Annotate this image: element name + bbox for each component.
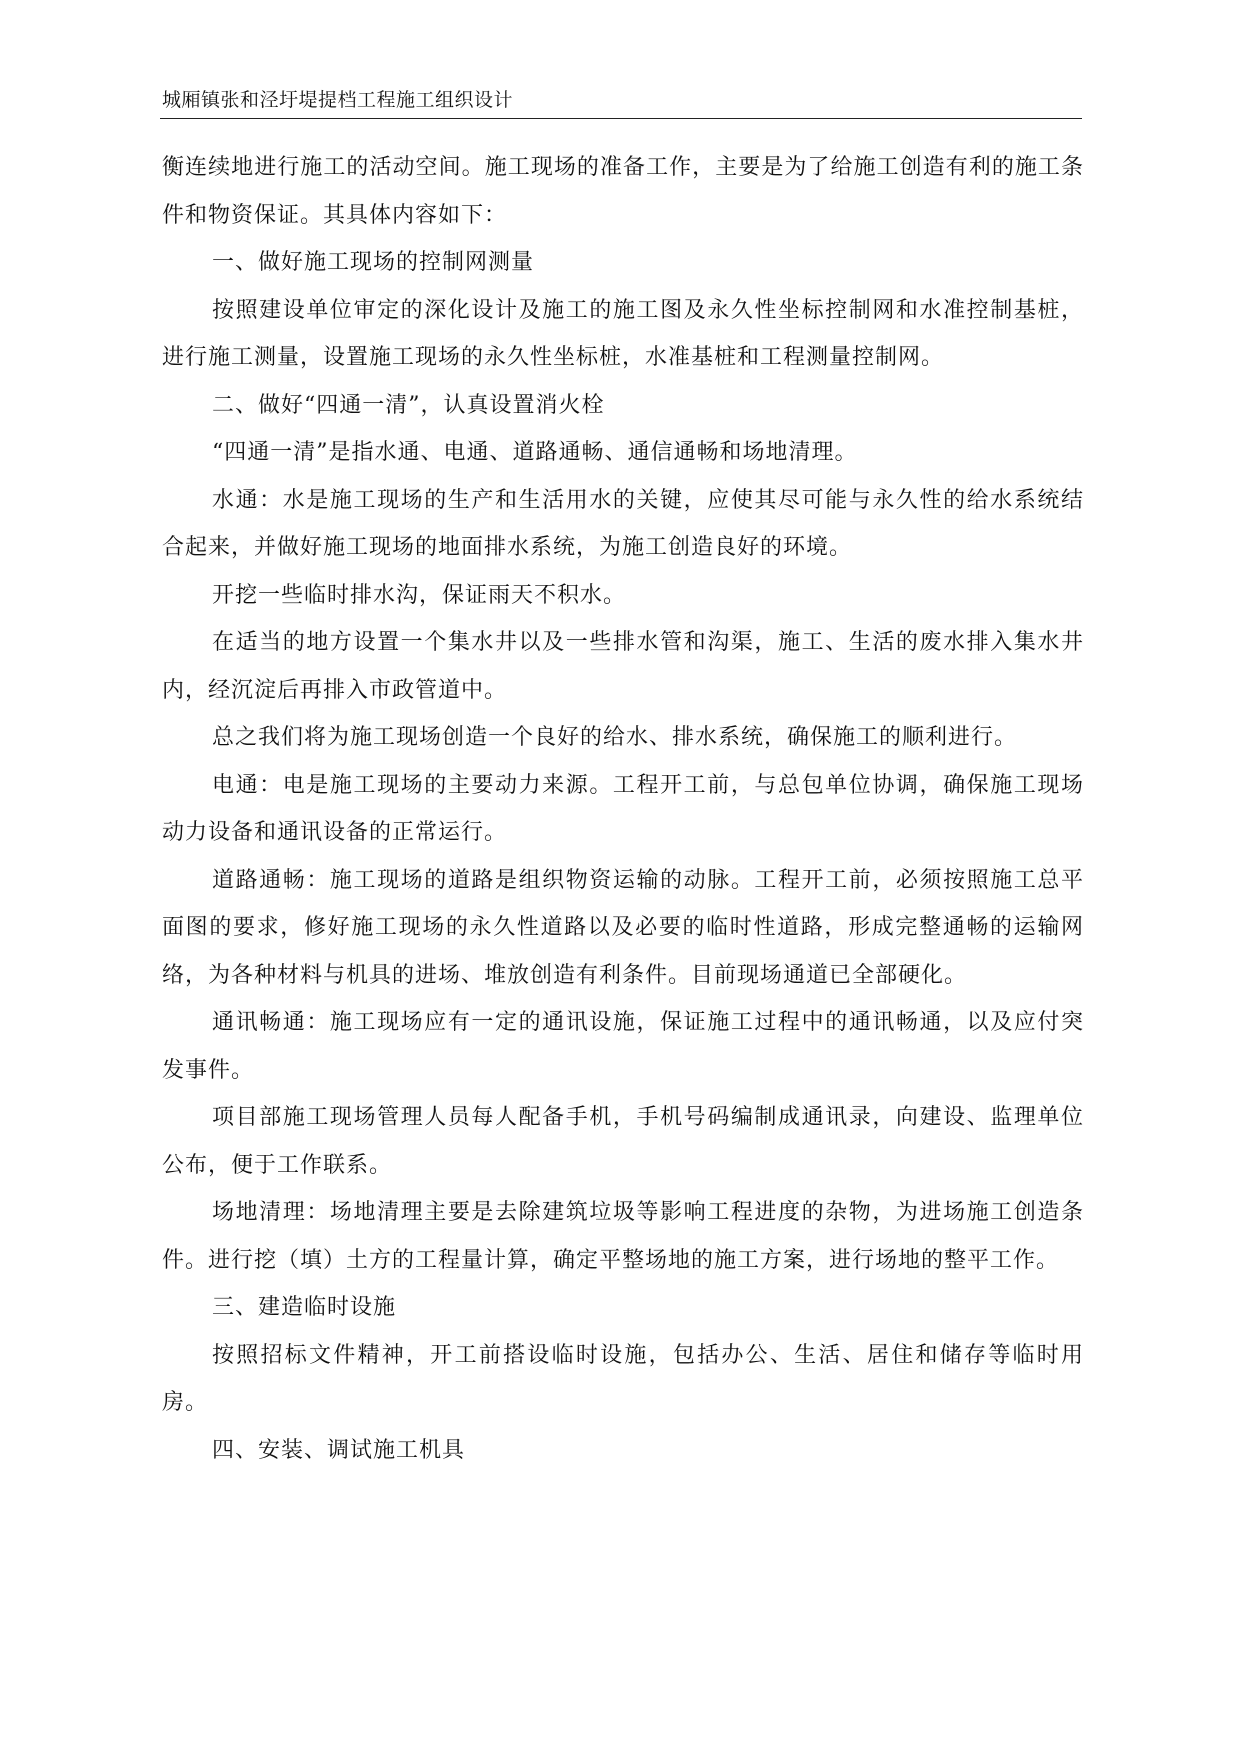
paragraph-continuation: 衡连续地进行施工的活动空间。施工现场的准备工作，主要是为了给施工创造有利的施工条件和物资保证。其具体内容如下：	[162, 155, 1084, 228]
paragraph-water: 水通：水是施工现场的生产和生活用水的关键，应使其尽可能与永久性的给水系统结合起来，并做好施工现场的地面排水系统，为施工创造良好的环境。	[162, 487, 1084, 560]
section-heading-four-connections: 二、做好“四通一清”，认真设置消火栓	[212, 392, 605, 418]
section-heading-temporary-facilities: 三、建造临时设施	[212, 1295, 397, 1320]
paragraph-sump-well: 在适当的地方设置一个集水井以及一些排水管和沟渠，施工、生活的废水排入集水井内，经沉淀后再排入市政管道中。	[162, 630, 1084, 703]
section-heading-equipment: 四、安装、调试施工机具	[212, 1437, 466, 1463]
body-text	[162, 144, 1084, 1474]
paragraph-survey: 按照建设单位审定的深化设计及施工的施工图及永久性坐标控制网和水准控制基桩，进行施工测量，设置施工现场的永久性坐标桩，水准基桩和工程测量控制网。	[162, 297, 1084, 370]
paragraph-water-summary: 总之我们将为施工现场创造一个良好的给水、排水系统，确保施工的顺利进行。	[212, 725, 1018, 750]
section-heading-control-network: 一、做好施工现场的控制网测量	[212, 250, 535, 275]
paragraph-roads: 道路通畅：施工现场的道路是组织物资运输的动脉。工程开工前，必须按照施工总平面图的要求，修好施工现场的永久性道路以及必要的临时性道路，形成完整通畅的运输网络，为各种材料与机具的进场、堆放创造有利条件。目前现场通道已全部硬化。	[162, 867, 1084, 988]
paragraph-communications: 通讯畅通：施工现场应有一定的通讯设施，保证施工过程中的通讯畅通，以及应付突发事件。	[162, 1010, 1084, 1083]
paragraph-drainage-ditch: 开挖一些临时排水沟，保证雨天不积水。	[212, 582, 627, 608]
paragraph-temporary-facilities: 按照招标文件精神，开工前搭设临时设施，包括办公、生活、居住和储存等临时用房。	[162, 1342, 1084, 1415]
paragraph-phones: 项目部施工现场管理人员每人配备手机，手机号码编制成通讯录，向建设、监理单位公布，便于工作联系。	[162, 1105, 1084, 1178]
paragraph-electricity: 电通：电是施工现场的主要动力来源。工程开工前，与总包单位协调，确保施工现场动力设备和通讯设备的正常运行。	[162, 772, 1084, 845]
paragraph-four-connections-definition: “四通一清”是指水通、电通、道路通畅、通信通畅和场地清理。	[212, 440, 858, 465]
paragraph-site-clearing: 场地清理：场地清理主要是去除建筑垃圾等影响工程进度的杂物，为进场施工创造条件。进行挖（填）土方的工程量计算，确定平整场地的施工方案，进行场地的整平工作。	[162, 1200, 1084, 1273]
running-header: 城厢镇张和泾圩堤提档工程施工组织设计	[162, 89, 514, 111]
header-divider	[160, 118, 1082, 119]
